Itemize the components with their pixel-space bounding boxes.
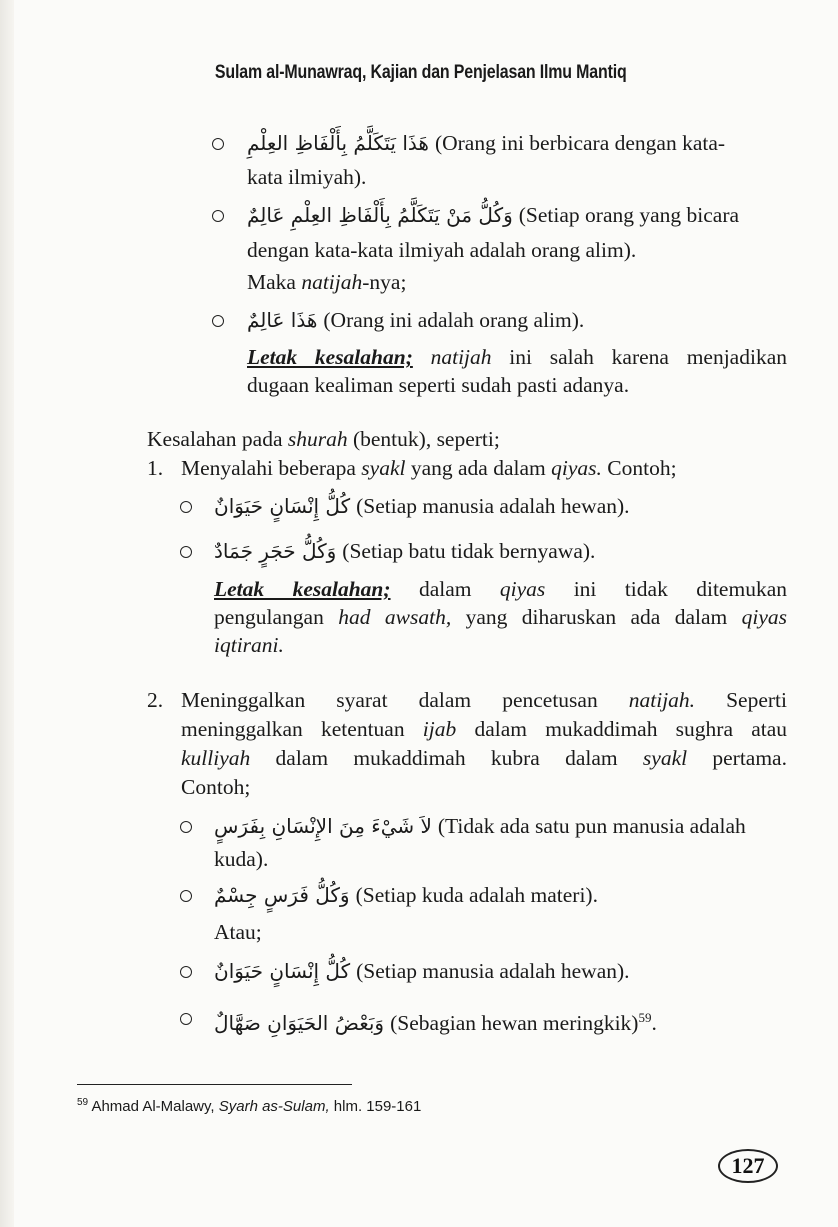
book-title: Syarh as-Sulam, bbox=[218, 1098, 330, 1115]
arabic-text: وَبَعْضُ الحَيَوَانِ صَهَّالٌ bbox=[214, 1011, 385, 1036]
bullet-icon bbox=[180, 966, 192, 978]
running-header: Sulam al-Munawraq, Kajian dan Penjelasan Ilmu Mantiq bbox=[214, 62, 627, 83]
bullet-icon bbox=[180, 821, 192, 833]
bullet-item-1 bbox=[247, 128, 787, 158]
bullet-icon bbox=[212, 210, 224, 222]
italic-term: had awsath, bbox=[338, 605, 452, 629]
arabic-text: هَذَا يَتَكَلَّمُ بِأَلْفَاظِ العِلْمِ bbox=[247, 131, 429, 155]
italic-term: syakl bbox=[361, 456, 406, 480]
translation: (Orang ini adalah orang alim). bbox=[323, 308, 585, 332]
bullet-item-6 bbox=[214, 811, 746, 841]
text: Seperti bbox=[695, 688, 787, 712]
list-item-2-line2 bbox=[181, 714, 787, 744]
bullet-item-9 bbox=[214, 1003, 657, 1038]
footnote-number: 59 bbox=[77, 1097, 89, 1108]
list-item-2-line4: Contoh; bbox=[181, 775, 251, 799]
bullet-item-2-cont: dengan kata-kata ilmiyah adalah orang alim). bbox=[247, 238, 637, 262]
text: Maka bbox=[247, 270, 302, 294]
arabic-text: لاَ شَيْءَ مِنَ الإِنْسَانِ بِفَرَسٍ bbox=[214, 814, 432, 838]
bullet-item-7 bbox=[214, 880, 598, 910]
bullet-item-5 bbox=[214, 536, 595, 566]
translation: (Setiap manusia adalah hewan). bbox=[356, 494, 630, 518]
bullet-item-2 bbox=[247, 200, 787, 230]
letak-kesalahan-2-cont bbox=[214, 602, 787, 632]
bullet-icon bbox=[180, 501, 192, 513]
book-binding-edge bbox=[0, 0, 14, 1227]
italic-term: ijab bbox=[422, 717, 457, 741]
italic-term: natijah bbox=[430, 345, 492, 369]
text: meninggalkan ketentuan bbox=[181, 717, 423, 741]
text: hlm. 159-161 bbox=[329, 1098, 422, 1115]
translation: (Sebagian hewan meringkik) bbox=[390, 1011, 639, 1036]
arabic-text: وَكُلُّ مَنْ يَتَكَلَّمُ بِأَلْفَاظِ العِلْمِ عَالِمٌ bbox=[247, 203, 513, 227]
translation: (Setiap kuda adalah materi). bbox=[355, 883, 598, 907]
italic-term: qiyas bbox=[499, 577, 546, 601]
bullet-icon bbox=[212, 138, 224, 150]
text: dalam bbox=[390, 577, 500, 601]
list-item-2 bbox=[181, 685, 787, 715]
footnote-divider bbox=[77, 1084, 352, 1085]
text: ini tidak ditemukan bbox=[545, 577, 787, 601]
bullet-icon bbox=[212, 315, 224, 327]
section-intro bbox=[147, 424, 500, 454]
arabic-text: وَكُلُّ فَرَسٍ جِسْمٌ bbox=[214, 883, 350, 907]
letak-kesalahan-2 bbox=[214, 574, 787, 604]
arabic-text: كُلُّ إِنْسَانٍ حَيَوَانٌ bbox=[214, 959, 351, 983]
text: Ahmad Al-Malawy, bbox=[88, 1098, 219, 1115]
text: pengulangan bbox=[214, 605, 339, 629]
list-number: 2. bbox=[147, 688, 164, 712]
text: Kesalahan pada bbox=[147, 427, 288, 451]
arabic-text: وَكُلُّ حَجَرٍ جَمَادٌ bbox=[214, 539, 337, 563]
translation: (Setiap batu tidak bernyawa). bbox=[342, 539, 596, 563]
footnote-ref[interactable]: 59 bbox=[638, 1010, 652, 1025]
text: yang ada dalam bbox=[405, 456, 552, 480]
list-number: 1. bbox=[147, 456, 164, 480]
italic-term: kulliyah bbox=[181, 746, 251, 770]
atau-label: Atau; bbox=[214, 920, 262, 944]
italic-term: shurah bbox=[287, 427, 348, 451]
text: yang diharuskan ada dalam bbox=[451, 605, 742, 629]
text: ini salah karena menjadikan bbox=[491, 345, 787, 369]
translation: (Setiap manusia adalah hewan). bbox=[356, 959, 630, 983]
text: (bentuk), seperti; bbox=[347, 427, 500, 451]
text: -nya; bbox=[362, 270, 407, 294]
bullet-item-4 bbox=[214, 491, 630, 521]
emphasis-label: Letak kesalahan; bbox=[247, 345, 413, 369]
bullet-icon bbox=[180, 546, 192, 558]
list-item-1 bbox=[181, 453, 677, 483]
bullet-item-1-cont: kata ilmiyah). bbox=[247, 165, 367, 189]
footnote bbox=[77, 1097, 421, 1115]
bullet-item-6-cont: kuda). bbox=[214, 847, 269, 871]
emphasis-label: Letak kesalahan; bbox=[214, 577, 391, 601]
arabic-text: هَذَا عَالِمٌ bbox=[247, 308, 318, 332]
text: dalam mukaddimah sughra atau bbox=[456, 717, 787, 741]
letak-kesalahan-1 bbox=[247, 342, 787, 372]
text: Contoh; bbox=[601, 456, 677, 480]
italic-term: natijah. bbox=[628, 688, 696, 712]
text: dalam mukaddimah kubra dalam bbox=[250, 746, 643, 770]
italic-term: qiyas. bbox=[551, 456, 602, 480]
translation: (Tidak ada satu pun manusia adalah bbox=[437, 814, 746, 838]
page-number: 127 bbox=[718, 1149, 778, 1183]
italic-term: qiyas bbox=[741, 605, 788, 629]
letak-kesalahan-1-cont: dugaan kealiman seperti sudah pasti adanya. bbox=[247, 373, 630, 397]
italic-term: natijah bbox=[301, 270, 363, 294]
text: pertama. bbox=[687, 746, 787, 770]
bullet-icon bbox=[180, 890, 192, 902]
letak-kesalahan-2-end: iqtirani. bbox=[214, 633, 284, 657]
arabic-text: كُلُّ إِنْسَانٍ حَيَوَانٌ bbox=[214, 494, 351, 518]
text: Menyalahi beberapa bbox=[181, 456, 362, 480]
translation: (Orang ini berbicara dengan kata- bbox=[434, 131, 726, 155]
italic-term: syakl bbox=[642, 746, 688, 770]
text: Meninggalkan syarat dalam pencetusan bbox=[181, 688, 629, 712]
bullet-item-3 bbox=[247, 305, 584, 335]
maka-line bbox=[247, 267, 406, 297]
text: . bbox=[651, 1011, 657, 1036]
translation: (Setiap orang yang bicara bbox=[518, 203, 740, 227]
bullet-icon bbox=[180, 1013, 192, 1025]
bullet-item-8 bbox=[214, 956, 630, 986]
list-item-2-line3 bbox=[181, 743, 787, 773]
